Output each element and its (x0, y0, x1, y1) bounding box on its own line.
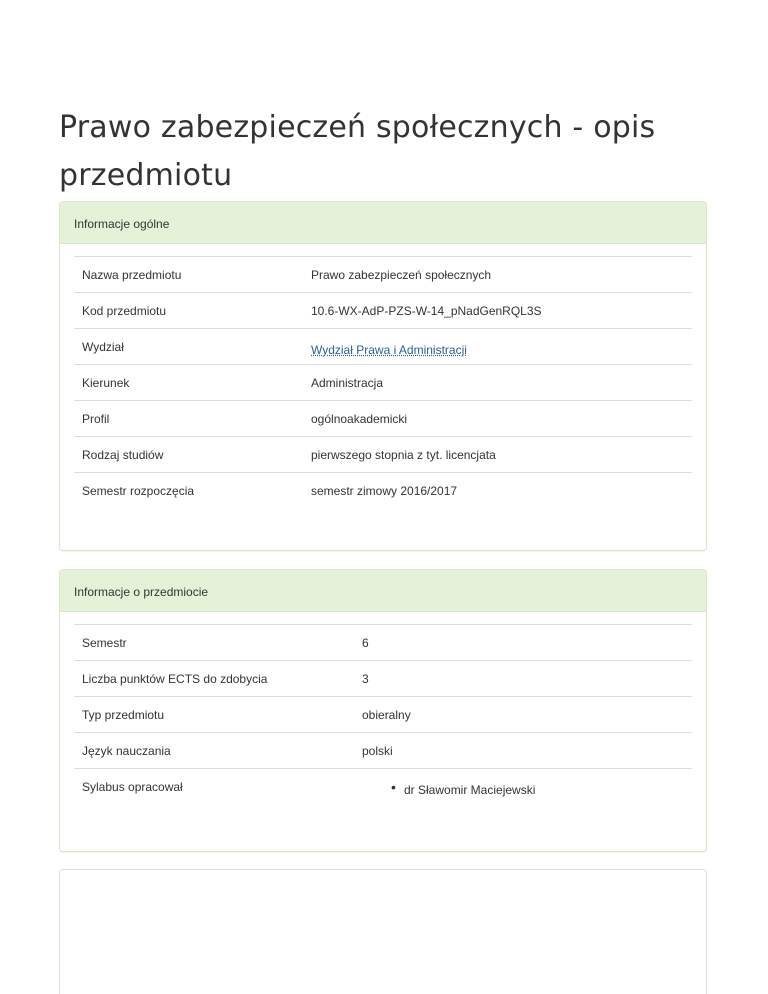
next-panel (59, 869, 707, 994)
table-row (74, 293, 692, 329)
author-list (362, 780, 684, 797)
faculty-link[interactable]: Wydział Prawa i Administracji (311, 342, 467, 357)
table-row (74, 473, 692, 509)
row-label: Sylabus opracował (74, 769, 354, 805)
table-row (74, 661, 692, 697)
table-row (74, 697, 692, 733)
page-title: Prawo zabezpieczeń społecznych - opis przedmiotu (59, 110, 656, 193)
subject-info-panel (59, 569, 707, 852)
row-label: Nazwa przedmiotu (74, 257, 303, 293)
row-value: Administracja (303, 365, 692, 401)
table-row (74, 257, 692, 293)
general-info-panel (59, 201, 707, 551)
general-info-table (74, 256, 692, 509)
row-value: pierwszego stopnia z tyt. licencjata (303, 437, 692, 473)
row-value: Prawo zabezpieczeń społecznych (303, 257, 692, 293)
row-label: Wydział (74, 329, 303, 365)
list-item: • dr Sławomir Maciejewski (404, 783, 684, 797)
table-row (74, 401, 692, 437)
table-row (74, 329, 692, 365)
row-value: polski (354, 733, 692, 769)
row-value: obieralny (354, 697, 692, 733)
row-label: Liczba punktów ECTS do zdobycia (74, 661, 354, 697)
row-label: Kierunek (74, 365, 303, 401)
row-label: Rodzaj studiów (74, 437, 303, 473)
subject-info-table (74, 624, 692, 805)
row-label: Semestr (74, 625, 354, 661)
row-value (354, 769, 692, 805)
row-value: semestr zimowy 2016/2017 (303, 473, 692, 509)
general-info-body (60, 244, 706, 509)
table-row (74, 625, 692, 661)
row-value: ogólnoakademicki (303, 401, 692, 437)
row-label: Profil (74, 401, 303, 437)
subject-info-heading: Informacje o przedmiocie (60, 570, 706, 612)
table-row (74, 733, 692, 769)
table-row (74, 365, 692, 401)
general-info-heading: Informacje ogólne (60, 202, 706, 244)
row-value: 3 (354, 661, 692, 697)
subject-info-body (60, 612, 706, 805)
row-label: Kod przedmiotu (74, 293, 303, 329)
row-label: Typ przedmiotu (74, 697, 354, 733)
row-value (303, 329, 692, 365)
row-label: Semestr rozpoczęcia (74, 473, 303, 509)
row-value: 10.6-WX-AdP-PZS-W-14_pNadGenRQL3S (303, 293, 692, 329)
row-value: 6 (354, 625, 692, 661)
table-row (74, 769, 692, 805)
table-row (74, 437, 692, 473)
row-label: Język nauczania (74, 733, 354, 769)
